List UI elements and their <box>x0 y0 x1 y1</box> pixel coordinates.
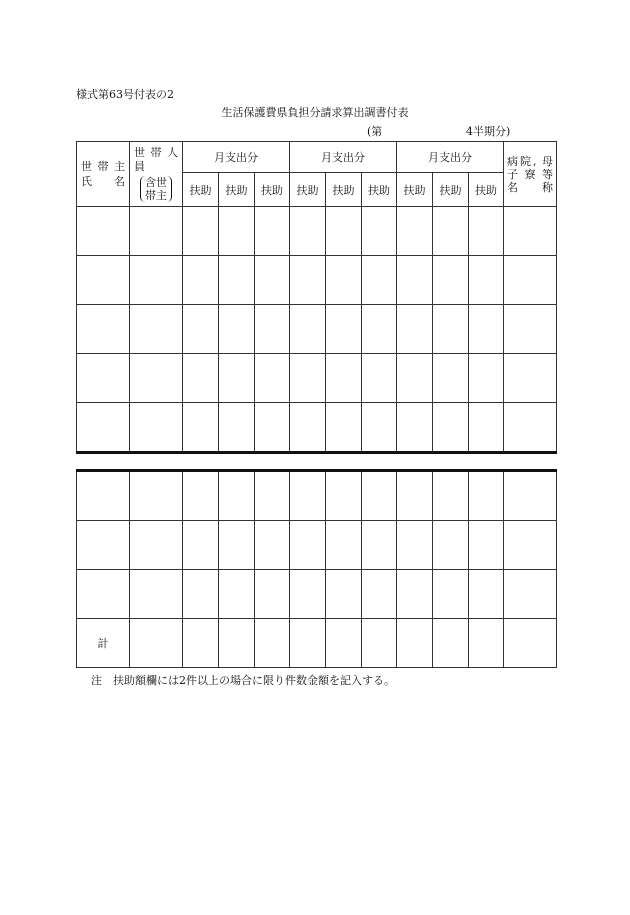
hospital-label-2: 子 寮 等 <box>507 167 553 181</box>
entry-cell[interactable] <box>219 403 255 453</box>
entry-cell[interactable] <box>433 403 469 453</box>
entry-cell[interactable] <box>255 207 290 256</box>
entry-cell[interactable] <box>397 354 433 403</box>
entry-cell[interactable] <box>504 619 557 668</box>
entry-cell[interactable] <box>255 354 290 403</box>
entry-cell[interactable] <box>219 207 255 256</box>
entry-cell[interactable] <box>130 619 183 668</box>
entry-cell[interactable] <box>183 305 219 354</box>
table-row <box>77 570 557 619</box>
members-paren-2: 帯主 <box>145 188 167 202</box>
entry-cell[interactable] <box>219 619 255 668</box>
entry-cell[interactable] <box>290 521 326 570</box>
entry-cell[interactable] <box>183 471 219 521</box>
entry-cell[interactable] <box>130 403 183 453</box>
entry-cell[interactable] <box>290 619 326 668</box>
entry-cell[interactable] <box>326 471 362 521</box>
entry-cell[interactable] <box>255 471 290 521</box>
entry-cell[interactable] <box>77 521 130 570</box>
household-head-label-2: 氏 名 <box>81 175 125 188</box>
entry-cell[interactable] <box>77 471 130 521</box>
aid-header: 扶助 <box>183 173 219 207</box>
entry-cell[interactable] <box>469 471 504 521</box>
entry-cell[interactable] <box>433 570 469 619</box>
table-row <box>77 403 557 453</box>
aid-header: 扶助 <box>255 173 290 207</box>
members-header <box>130 142 183 207</box>
entry-cell[interactable] <box>362 305 397 354</box>
total-label-text: 計 <box>97 637 109 650</box>
aid-header: 扶助 <box>362 173 397 207</box>
entry-cell[interactable] <box>326 354 362 403</box>
entry-cell[interactable] <box>433 207 469 256</box>
table-row <box>77 521 557 570</box>
month-group-2: 月支出分 <box>290 142 397 173</box>
entry-cell[interactable] <box>255 521 290 570</box>
entry-cell[interactable] <box>469 521 504 570</box>
entry-cell[interactable] <box>290 256 326 305</box>
entry-cell[interactable] <box>130 354 183 403</box>
hospital-label-1: 病院, 母 <box>507 154 553 168</box>
hospital-label-3: 名 称 <box>507 180 553 194</box>
entry-cell[interactable] <box>183 354 219 403</box>
aid-header: 扶助 <box>469 173 504 207</box>
entry-cell[interactable] <box>219 521 255 570</box>
period-quarter: 4半期分) <box>466 125 511 138</box>
entry-cell[interactable] <box>183 570 219 619</box>
table-row <box>77 256 557 305</box>
entry-cell[interactable] <box>504 570 557 619</box>
entry-cell[interactable] <box>183 207 219 256</box>
period-open: (第 <box>367 125 383 138</box>
entry-cell[interactable] <box>130 521 183 570</box>
household-head-label-1: 世 帯 主 <box>81 160 125 173</box>
household-head-header <box>77 142 130 207</box>
entry-cell[interactable] <box>77 354 130 403</box>
entry-cell[interactable] <box>504 403 557 453</box>
members-label-2: 員 <box>134 159 146 173</box>
entry-cell[interactable] <box>326 570 362 619</box>
entry-cell[interactable] <box>397 619 433 668</box>
entry-cell[interactable] <box>130 471 183 521</box>
entry-cell[interactable] <box>255 305 290 354</box>
entry-cell[interactable] <box>255 619 290 668</box>
entry-cell[interactable] <box>219 305 255 354</box>
entry-cell[interactable] <box>77 305 130 354</box>
entry-cell[interactable] <box>219 256 255 305</box>
calculation-table <box>76 141 557 668</box>
entry-cell[interactable] <box>362 207 397 256</box>
entry-cell[interactable] <box>504 471 557 521</box>
hospital-header <box>504 142 557 207</box>
table-row <box>77 305 557 354</box>
form-title: 生活保護費県負担分請求算出調書付表 <box>221 106 409 119</box>
entry-cell[interactable] <box>433 256 469 305</box>
entry-cell[interactable] <box>290 570 326 619</box>
entry-cell[interactable] <box>183 256 219 305</box>
total-row <box>77 619 557 668</box>
entry-cell[interactable] <box>326 256 362 305</box>
entry-cell[interactable] <box>183 403 219 453</box>
entry-cell[interactable] <box>77 256 130 305</box>
aid-header: 扶助 <box>219 173 255 207</box>
table-row <box>77 354 557 403</box>
entry-cell[interactable] <box>504 305 557 354</box>
entry-cell[interactable] <box>433 354 469 403</box>
entry-cell[interactable] <box>397 403 433 453</box>
footnote: 注 扶助額欄には2件以上の場合に限り件数金額を記入する。 <box>91 674 395 687</box>
entry-cell[interactable] <box>362 619 397 668</box>
entry-cell[interactable] <box>290 207 326 256</box>
form-number: 様式第63号付表の2 <box>76 88 174 101</box>
entry-cell[interactable] <box>397 256 433 305</box>
members-paren <box>140 176 172 202</box>
entry-cell[interactable] <box>362 256 397 305</box>
entry-cell[interactable] <box>130 305 183 354</box>
entry-cell[interactable] <box>77 403 130 453</box>
entry-cell[interactable] <box>469 403 504 453</box>
entry-cell[interactable] <box>219 570 255 619</box>
section-break-line <box>77 453 557 471</box>
entry-cell[interactable] <box>504 207 557 256</box>
entry-cell[interactable] <box>183 521 219 570</box>
entry-cell[interactable] <box>255 403 290 453</box>
entry-cell[interactable] <box>469 619 504 668</box>
aid-header: 扶助 <box>290 173 326 207</box>
entry-cell[interactable] <box>397 305 433 354</box>
entry-cell[interactable] <box>469 207 504 256</box>
entry-cell[interactable] <box>504 256 557 305</box>
entry-cell[interactable] <box>397 471 433 521</box>
aid-header: 扶助 <box>326 173 362 207</box>
entry-cell[interactable] <box>290 305 326 354</box>
entry-cell[interactable] <box>469 570 504 619</box>
entry-cell[interactable] <box>362 570 397 619</box>
entry-cell[interactable] <box>326 207 362 256</box>
entry-cell[interactable] <box>504 521 557 570</box>
entry-cell[interactable] <box>326 521 362 570</box>
entry-cell[interactable] <box>130 256 183 305</box>
entry-cell[interactable] <box>433 471 469 521</box>
entry-cell[interactable] <box>397 207 433 256</box>
entry-cell[interactable] <box>504 354 557 403</box>
entry-cell[interactable] <box>219 471 255 521</box>
aid-header: 扶助 <box>433 173 469 207</box>
entry-cell[interactable] <box>326 619 362 668</box>
month-group-3: 月支出分 <box>397 142 504 173</box>
entry-cell[interactable] <box>433 619 469 668</box>
members-label-1: 世 帯 人 <box>134 145 179 159</box>
entry-cell[interactable] <box>362 521 397 570</box>
entry-cell[interactable] <box>397 521 433 570</box>
entry-cell[interactable] <box>326 403 362 453</box>
entry-cell[interactable] <box>290 354 326 403</box>
entry-cell[interactable] <box>219 354 255 403</box>
entry-cell[interactable] <box>255 570 290 619</box>
rows-lower <box>77 471 557 619</box>
entry-cell[interactable] <box>469 354 504 403</box>
entry-cell[interactable] <box>290 403 326 453</box>
members-paren-1: 含世 <box>145 175 167 189</box>
total-label <box>77 619 130 668</box>
entry-cell[interactable] <box>397 570 433 619</box>
entry-cell[interactable] <box>183 619 219 668</box>
table-row <box>77 207 557 256</box>
entry-cell[interactable] <box>77 570 130 619</box>
aid-header: 扶助 <box>397 173 433 207</box>
month-group-1: 月支出分 <box>183 142 290 173</box>
entry-cell[interactable] <box>433 521 469 570</box>
entry-cell[interactable] <box>433 305 469 354</box>
entry-cell[interactable] <box>255 256 290 305</box>
entry-cell[interactable] <box>469 256 504 305</box>
section-break <box>77 453 557 471</box>
entry-cell[interactable] <box>77 207 130 256</box>
entry-cell[interactable] <box>290 471 326 521</box>
entry-cell[interactable] <box>130 570 183 619</box>
entry-cell[interactable] <box>362 471 397 521</box>
entry-cell[interactable] <box>326 305 362 354</box>
rows-upper <box>77 207 557 453</box>
entry-cell[interactable] <box>362 354 397 403</box>
entry-cell[interactable] <box>469 305 504 354</box>
entry-cell[interactable] <box>362 403 397 453</box>
entry-cell[interactable] <box>130 207 183 256</box>
table-row <box>77 471 557 521</box>
